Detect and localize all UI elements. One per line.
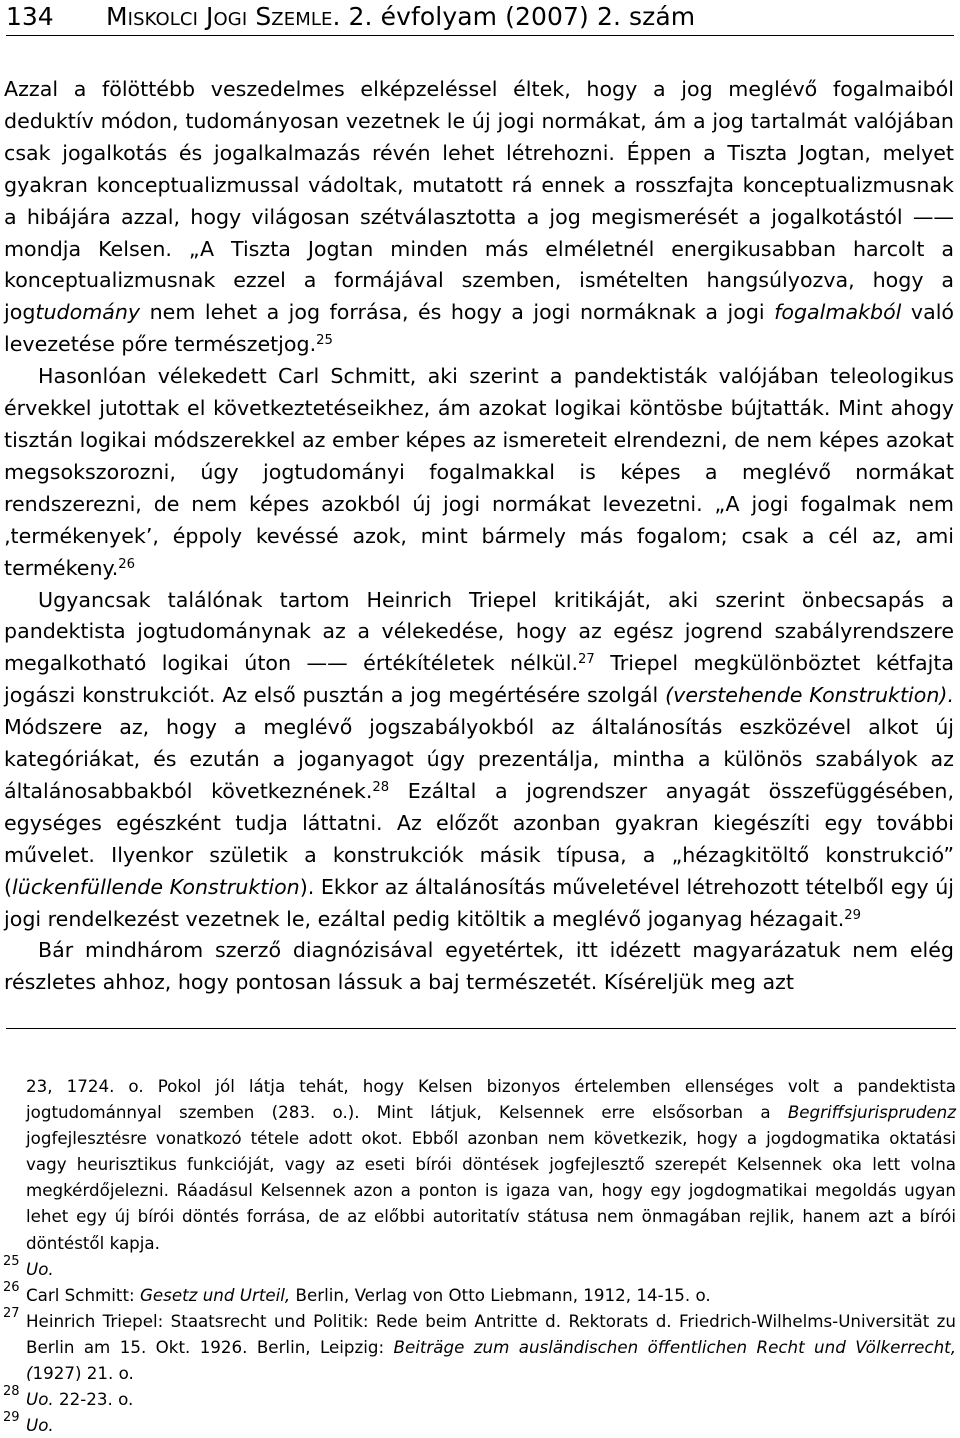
journal-title: Miskolci Jogi Szemle. 2. évfolyam (2007) 2. szám: [106, 2, 696, 31]
footnote-26: 26 Carl Schmitt: Gesetz und Urteil, Berlin, Verlag von Otto Liebmann, 1912, 14-15. o.: [3, 1279, 711, 1305]
running-header: [6, 2, 954, 36]
footnote-ref-29: 29: [844, 907, 862, 923]
footnote-28: 28 Uo. 22-23. o.: [3, 1384, 134, 1410]
footnote-29: 29 Uo.: [3, 1410, 54, 1436]
footnote-number: 29: [3, 1410, 20, 1426]
paragraph-schmitt: Hasonlóan vélekedett Carl Schmitt, aki szerint a pandektisták valójában teleologikus érvekkel jutottak el következtetéseikhez, ám azokat logikai köntösbe bújtatták. Mint ahogy tisztán logikai módszerekkel az ember képes az ismereteit elrendezni, de nem képes azokat megsokszorozni, úgy jogtudományi fogalmakkal is képes a meglévő normákat rendszerezni, de nem képes azokból új jogi normákat levezetni. „A jogi fogalmak nem ‚termékenyek’, éppoly kevéssé azok, mint bármely más fogalom; csak a cél az, ami termékeny.$^{26}$: [4, 364, 954, 580]
footnote-number: 25: [3, 1253, 20, 1269]
page-number: 134: [6, 2, 54, 31]
footnote-ref-25: 25: [316, 333, 333, 348]
footnote-ref-28: 28: [372, 779, 390, 795]
footnote-25: 25 Uo.: [3, 1253, 54, 1279]
footnote-number: 26: [3, 1279, 20, 1295]
body-text: [4, 74, 954, 999]
paragraph-triepel: Ugyancsak találónak tartom Heinrich Triepel kritikáját, aki szerint önbecsapás a pandektista jogtudománynak az a vélekedése, hogy az egész jogrend szabályrendszere megalkotható logikai úton —— értékítéletek nélkül.$^{27}$ Triepel megkülönböztet kétfajta jogászi konstrukciót. Az első pusztán a jog megértésére szolgál (verstehende Konstruktion). Módszere az, hogy a meglévő jogszabályokból az általánosítás eszközével alkot új kategóriákat, és ezután a joganyagot úgy prezentálja, mintha a különös szabályok az általánosabbakból következnének.$^{28}$ Ezáltal a jogrendszer anyagát összefüggésében, egységes egészként tudja láttatni. Az előzőt azonban gyakran kiegészíti egy további művelet. Ilyenkor születik a konstrukciók másik típusa, a „hézagkitöltő konstrukció” (lückenfüllende Konstruktion). Ekkor az általánosítás műveletével létrehozott tételből egy új jogi rendelkezést vezetnek le, ezáltal pedig kitöltik a meglévő joganyag hézagait.$^{29}$: [4, 587, 955, 931]
paragraph-kelsen: Azzal a fölöttébb veszedelmes elképzeléssel éltek, hogy a jog meglévő fogalmaiból deduktív módon, tudományosan vezetnek le új jogi normákat, ám a jog tartalmát valójában csak jogalkotás és jogalkalmazás révén lehet létrehozni. Éppen a Tiszta Jogtan, melyet gyakran konceptualizmussal vádoltak, mutatott rá ennek a rosszfajta konceptualizmusnak a hibájára azzal, hogy világosan szétválasztotta a jog megismerését a jogalkotástól —— mondja Kelsen. „A Tiszta Jogtan minden más elméletnél energikusabban harcolt a konceptualizmusnak ezzel a formájával szemben, ismételten hangsúlyozva, hogy a jogtudomány nem lehet a jog forrása, és hogy a jogi normáknak a jogi fogalmakból való levezetése pőre természetjog.$^{25}$: [4, 77, 955, 357]
footnote-ref-26: 26: [118, 556, 136, 572]
footnote-separator: [6, 1028, 956, 1029]
footnote-number: 27: [3, 1305, 20, 1321]
paragraph-conclusion: Bár mindhárom szerző diagnózisával egyetértek, itt idézett magyarázatuk nem elég részletes ahhoz, hogy pontosan lássuk a baj természetét. Kíséreljük meg azt: [4, 938, 954, 995]
footnotes: [0, 1073, 956, 1438]
footnote-number: 28: [3, 1384, 20, 1400]
footnote-continued: 23, 1724. o. Pokol jól látja tehát, hogy Kelsen bizonyos értelemben ellenséges volt a pandektista jogtudománnyal szemben (283. o.). Mint látjuk, Kelsennek erre elsősorban a Begriffsjurisprudenz jogfejlesztésre vonatkozó tétele adott okot. Ebből azonban nem következik, hogy a jogdogmatika oktatási vagy heurisztikus funkcióját, vagy az eseti bírói döntések jogfejlesztő szerepét Kelsennek oka lett volna megkérdőjelezni. Ráadásul Kelsennek azon a ponton is igaza van, hogy egy jogdogmatikai megoldás ugyan lehet egy új bírói döntés forrása, de az előbbi autoritatív státusa nem önmagában rejlik, hanem azt a bírói döntéstől kapja.: [26, 1076, 957, 1253]
footnote-27: 27 Heinrich Triepel: Staatsrecht und Politik: Rede beim Antritte d. Rektorats d. Friedrich-Wilhelms-Universität zu Berlin am 15. Okt. 1926. Berlin, Leipzig: Beiträge zum ausländischen öffentlichen Recht und Völkerrecht, (1927) 21. o.: [3, 1305, 957, 1384]
footnote-ref-27: 27: [578, 652, 595, 668]
